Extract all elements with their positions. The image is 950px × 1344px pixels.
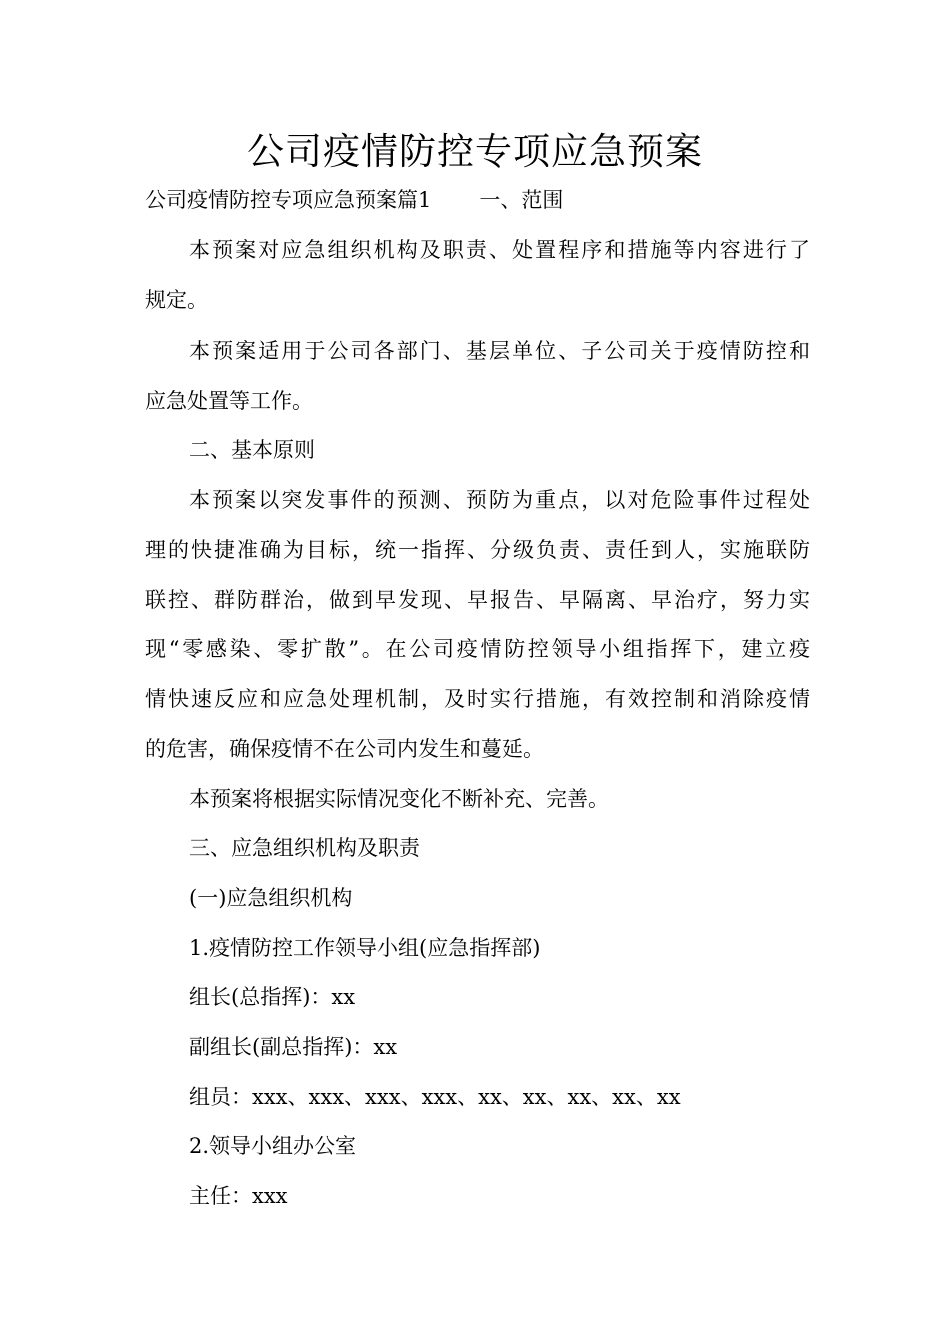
paragraph-line: 本预案以突发事件的预测、预防为重点，以对危险事件过程处: [189, 488, 810, 512]
section-heading: 二、基本原则: [189, 438, 315, 462]
list-item: 2.领导小组办公室: [189, 1134, 357, 1158]
paragraph-line: 本预案适用于公司各部门、基层单位、子公司关于疫情防控和: [189, 339, 810, 363]
paragraph-line: 规定。: [145, 288, 208, 312]
list-item: 组员：xxx、xxx、xxx、xxx、xx、xx、xx、xx、xx: [189, 1085, 681, 1109]
subsection-heading: (一)应急组织机构: [189, 886, 353, 910]
paragraph-line: 情快速反应和应急处理机制，及时实行措施，有效控制和消除疫情: [145, 687, 810, 711]
paragraph-line: 联控、群防群治，做到早发现、早报告、早隔离、早治疗，努力实: [145, 588, 810, 612]
list-item: 副组长(副总指挥)：xx: [189, 1035, 398, 1059]
list-item: 组长(总指挥)：xx: [189, 985, 356, 1009]
paragraph-line: 应急处置等工作。: [145, 389, 313, 413]
paragraph-line: 本预案对应急组织机构及职责、处置程序和措施等内容进行了: [189, 238, 810, 262]
list-item: 主任：xxx: [189, 1184, 288, 1208]
paragraph-line: 理的快捷准确为目标，统一指挥、分级负责、责任到人，实施联防: [145, 538, 810, 562]
section-heading-scope: 一、范围: [479, 188, 564, 212]
document-subtitle: [145, 185, 810, 215]
subtitle-text: 公司疫情防控专项应急预案篇1: [145, 188, 432, 212]
list-item: 1.疫情防控工作领导小组(应急指挥部): [189, 936, 541, 960]
document-title: 公司疫情防控专项应急预案: [247, 130, 703, 173]
section-heading: 三、应急组织机构及职责: [189, 836, 420, 860]
paragraph-line: 的危害，确保疫情不在公司内发生和蔓延。: [145, 737, 544, 761]
paragraph-line: 现“零感染、零扩散”。在公司疫情防控领导小组指挥下，建立疫: [145, 637, 810, 661]
paragraph-line: 本预案将根据实际情况变化不断补充、完善。: [189, 787, 609, 811]
